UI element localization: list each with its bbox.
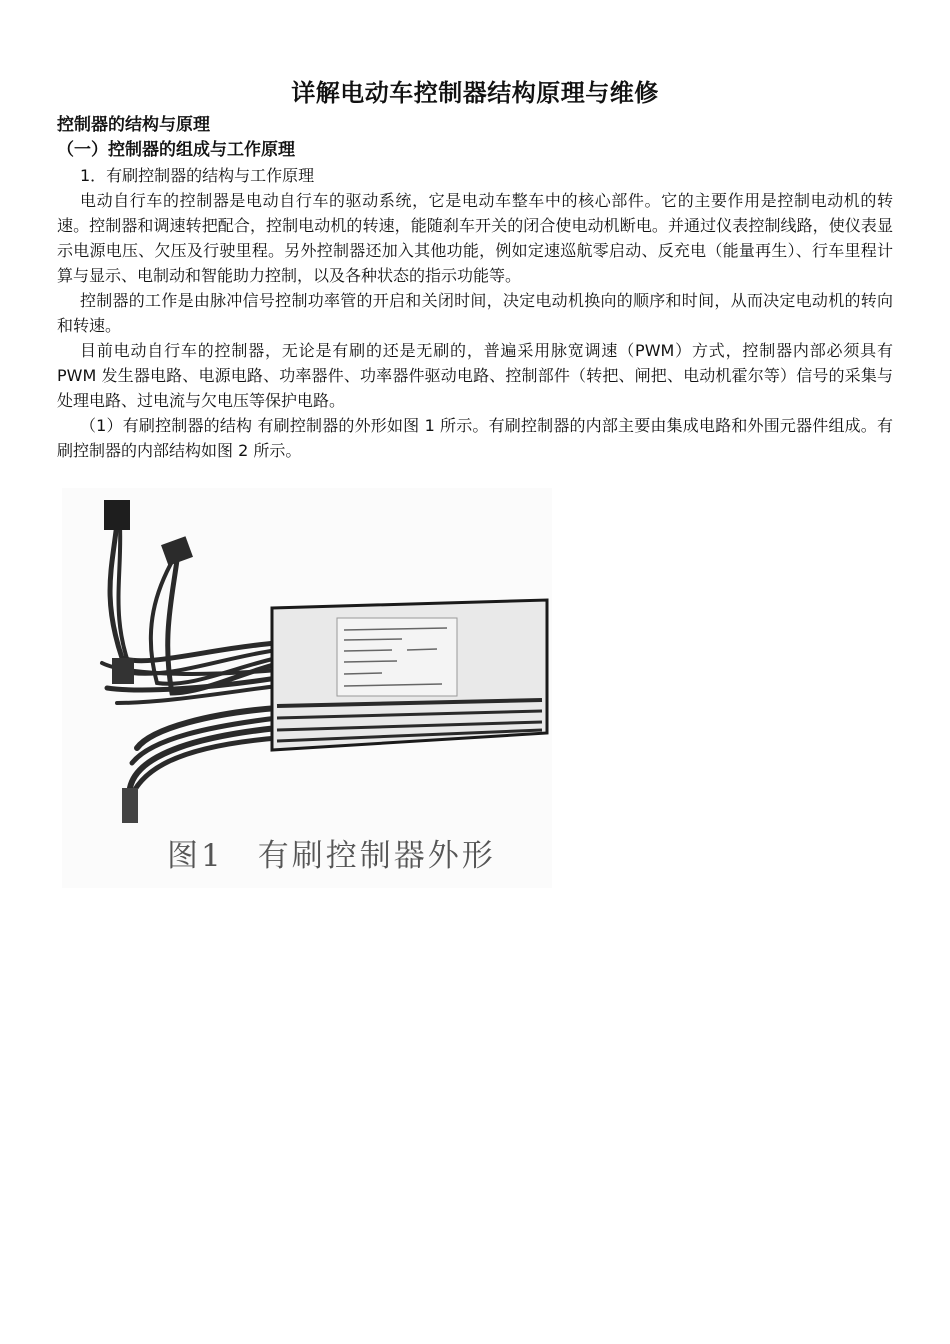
figure-1 [62,488,552,888]
connector-side [112,658,134,684]
connector-top [104,500,130,530]
item-heading: 1．有刷控制器的结构与工作原理 [80,166,315,185]
page-title: 详解电动车控制器结构原理与维修 [291,79,659,107]
controller-housing [272,600,547,750]
subsection-heading: （一）控制器的组成与工作原理 [57,140,295,160]
connector-bottom [122,788,138,823]
paragraph-2: 控制器的工作是由脉冲信号控制功率管的开启和关闭时间，决定电动机换向的顺序和时间，从而决定电动机的转向和转速。 [57,291,893,335]
paragraph-4: （1）有刷控制器的结构 有刷控制器的外形如图 1 所示。有刷控制器的内部主要由集成电路和外围元器件组成。有刷控制器的内部结构如图 2 所示。 [57,416,893,460]
figure-caption: 图1 有刷控制器外形 [167,838,496,874]
paragraph-3: 目前电动自行车的控制器，无论是有刷的还是无刷的，普遍采用脉宽调速（PWM）方式，控制器内部必须具有 PWM 发生器电路、电源电路、功率器件、功率器件驱动电路、控制部件（转把、闸把、电动机霍尔等）信号的采集与处理电路、过电流与欠电压等保护电路。 [57,341,893,410]
controller-photo [62,488,552,888]
section-heading: 控制器的结构与原理 [57,115,210,135]
paragraph-1: 电动自行车的控制器是电动自行车的驱动系统，它是电动车整车中的核心部件。它的主要作用是控制电动机的转速。控制器和调速转把配合，控制电动机的转速，能随刹车开关的闭合使电动机断电。并通过仪表控制线路，使仪表显示电源电压、欠压及行驶里程。另外控制器还加入其他功能，例如定速巡航零启动、反充电（能量再生）、行车里程计算与显示、电制动和智能助力控制，以及各种状态的指示功能等。 [57,191,893,285]
document-body [57,113,893,463]
